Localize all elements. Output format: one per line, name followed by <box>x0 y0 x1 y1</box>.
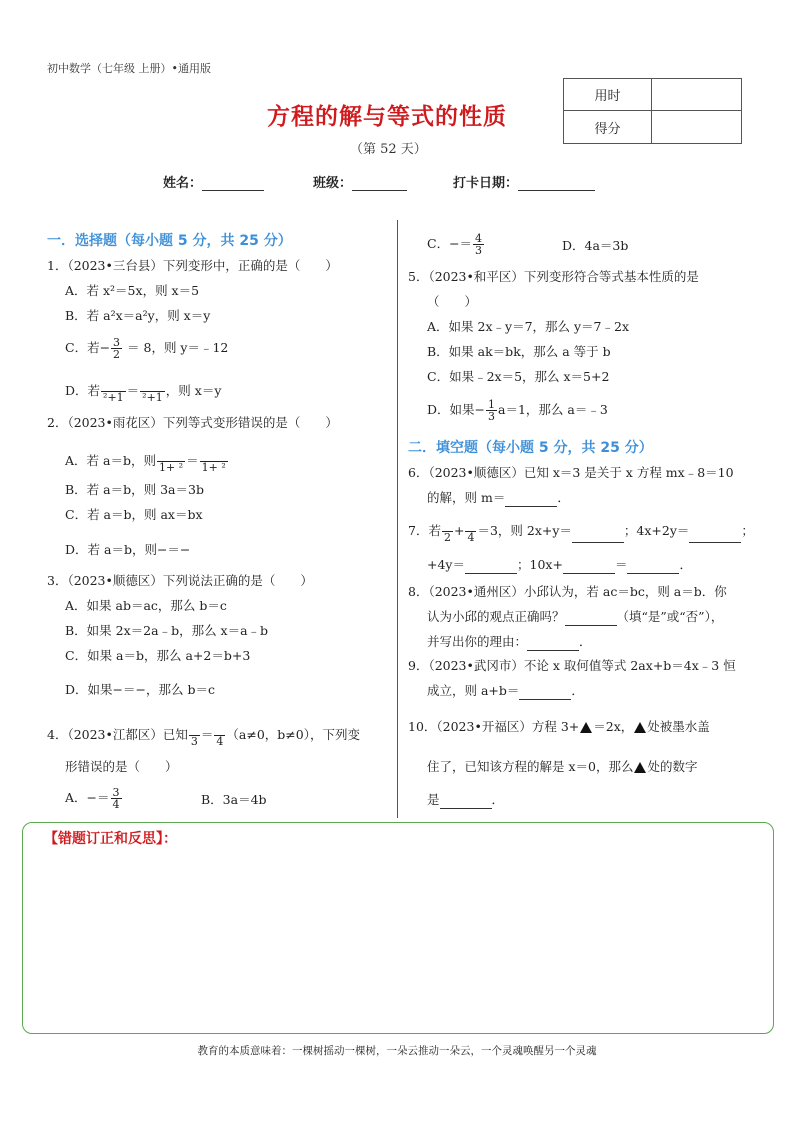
q5-stem: 5．（2023•和平区）下列变形符合等式基本性质的是 <box>408 269 699 284</box>
q2-option-d[interactable]: D．若 a＝b，则−＝− <box>65 542 191 557</box>
q6-line1: 6．（2023•顺德区）已知 x＝3 是关于 x 方程 mx﹣8＝10 <box>408 465 734 480</box>
section-choice-title: 一．选择题（每小题 5 分，共 25 分） <box>47 233 292 249</box>
q7-line2[interactable]: +4y＝ ；10x+ ＝ ． <box>427 557 692 572</box>
q2-option-b[interactable]: B．若 a＝b，则 3a＝3b <box>65 482 204 497</box>
page-title: 方程的解与等式的性质 <box>267 104 507 130</box>
q1-stem: 1．（2023•三台县）下列变形中，正确的是（ ） <box>47 258 338 273</box>
q7-line1[interactable]: 7．若 2 + 4 ＝3，则 2x+y＝ ；4x+2y＝ ； <box>408 520 754 543</box>
q5-option-a[interactable]: A．如果 2x﹣y＝7，那么 y＝7﹣2x <box>427 319 630 334</box>
column-divider <box>397 220 398 818</box>
header-tag: 初中数学（七年级 上册）•通用版 <box>47 62 211 75</box>
score-label: 得分 <box>564 111 652 143</box>
time-label: 用时 <box>564 79 652 110</box>
q3-option-a[interactable]: A．如果 ab＝ac，那么 b＝c <box>65 598 227 613</box>
q3-option-d[interactable]: D．如果−＝−，那么 b＝c <box>65 682 215 697</box>
q4-option-c[interactable]: C．−＝ $\frac{4}{3}$ <box>427 232 483 257</box>
q2-option-a[interactable]: A．若 a＝b，则 1+ ² ＝ 1+ ² <box>65 450 229 473</box>
class-field[interactable]: 班级： <box>313 172 407 191</box>
ink-blot-triangle-icon <box>634 722 646 733</box>
ink-blot-triangle-icon <box>580 722 592 733</box>
q3-stem: 3．（2023•顺德区）下列说法正确的是（ ） <box>47 573 313 588</box>
q4-option-b[interactable]: B．3a＝4b <box>201 792 267 807</box>
q4-stem: 4．（2023•江都区）已知 3 ＝ 4 （a≠0，b≠0），下列变 <box>47 724 360 747</box>
q10-line2: 住了，已知该方程的解是 x＝0，那么 处的数字 <box>427 759 698 774</box>
q10-line1: 10．（2023•开福区）方程 3+ ＝2x， 处被墨水盖 <box>408 719 710 734</box>
q1-option-d[interactable]: D．若 ²+1 ＝ ²+1 ，则 x＝y <box>65 380 221 403</box>
q8-line2[interactable]: 认为小邱的观点正确吗？ （填“是”或“否”）， <box>427 609 724 624</box>
q2-stem: 2．（2023•雨花区）下列等式变形错误的是（ ） <box>47 415 338 430</box>
q6-line2[interactable]: 的解，则 m＝ ． <box>427 490 570 505</box>
reflection-title: 【错题订正和反思】： <box>44 831 177 847</box>
q9-line2[interactable]: 成立，则 a+b＝ ． <box>427 683 584 698</box>
q4-stem-cont: 形错误的是（ ） <box>65 759 178 774</box>
q5-option-c[interactable]: C．如果﹣2x＝5，那么 x＝5+2 <box>427 369 610 384</box>
q9-line1: 9．（2023•武冈市）不论 x 取何值等式 2ax+b＝4x﹣3 恒 <box>408 658 736 673</box>
q3-option-b[interactable]: B．如果 2x＝2a﹣b，那么 x＝a﹣b <box>65 623 269 638</box>
reflection-box[interactable] <box>22 822 774 1034</box>
q1-option-a[interactable]: A．若 x²＝5x，则 x＝5 <box>65 283 200 298</box>
q1-option-b[interactable]: B．若 a²x＝a²y，则 x＝y <box>65 308 211 323</box>
q8-line3[interactable]: 并写出你的理由： ． <box>427 634 592 649</box>
q3-option-c[interactable]: C．如果 a＝b，那么 a+2＝b+3 <box>65 648 251 663</box>
time-value-cell[interactable] <box>652 79 741 110</box>
q10-line3[interactable]: 是 ． <box>427 792 505 807</box>
page-subtitle: （第 52 天） <box>350 142 427 157</box>
footer-quote: 教育的本质意味着：一棵树摇动一棵树，一朵云推动一朵云，一个灵魂唤醒另一个灵魂 <box>197 1045 597 1057</box>
date-field[interactable]: 打卡日期： <box>453 172 595 191</box>
section-fill-title: 二．填空题（每小题 5 分，共 25 分） <box>408 440 653 456</box>
q1-option-c[interactable]: C．若− $\frac{3}{2}$ ＝ 8，则 y＝﹣12 <box>65 336 229 361</box>
time-score-box <box>563 78 742 144</box>
q4-option-a[interactable]: A．−＝ $\frac{3}{4}$ <box>65 786 120 811</box>
q5-option-d[interactable]: D．如果− $\frac{1}{3}$ a＝1，那么 a＝﹣3 <box>427 398 608 423</box>
q8-line1: 8．（2023•通州区）小邱认为，若 ac＝bc，则 a＝b．你 <box>408 584 727 599</box>
q5-option-b[interactable]: B．如果 ak＝bk，那么 a 等于 b <box>427 344 611 359</box>
score-value-cell[interactable] <box>652 111 741 143</box>
q5-stem-cont: （ ） <box>427 294 478 309</box>
name-field[interactable]: 姓名： <box>163 172 264 191</box>
q2-option-c[interactable]: C．若 a＝b，则 ax＝bx <box>65 507 203 522</box>
q4-option-d[interactable]: D．4a＝3b <box>562 238 629 253</box>
ink-blot-triangle-icon <box>634 762 646 773</box>
